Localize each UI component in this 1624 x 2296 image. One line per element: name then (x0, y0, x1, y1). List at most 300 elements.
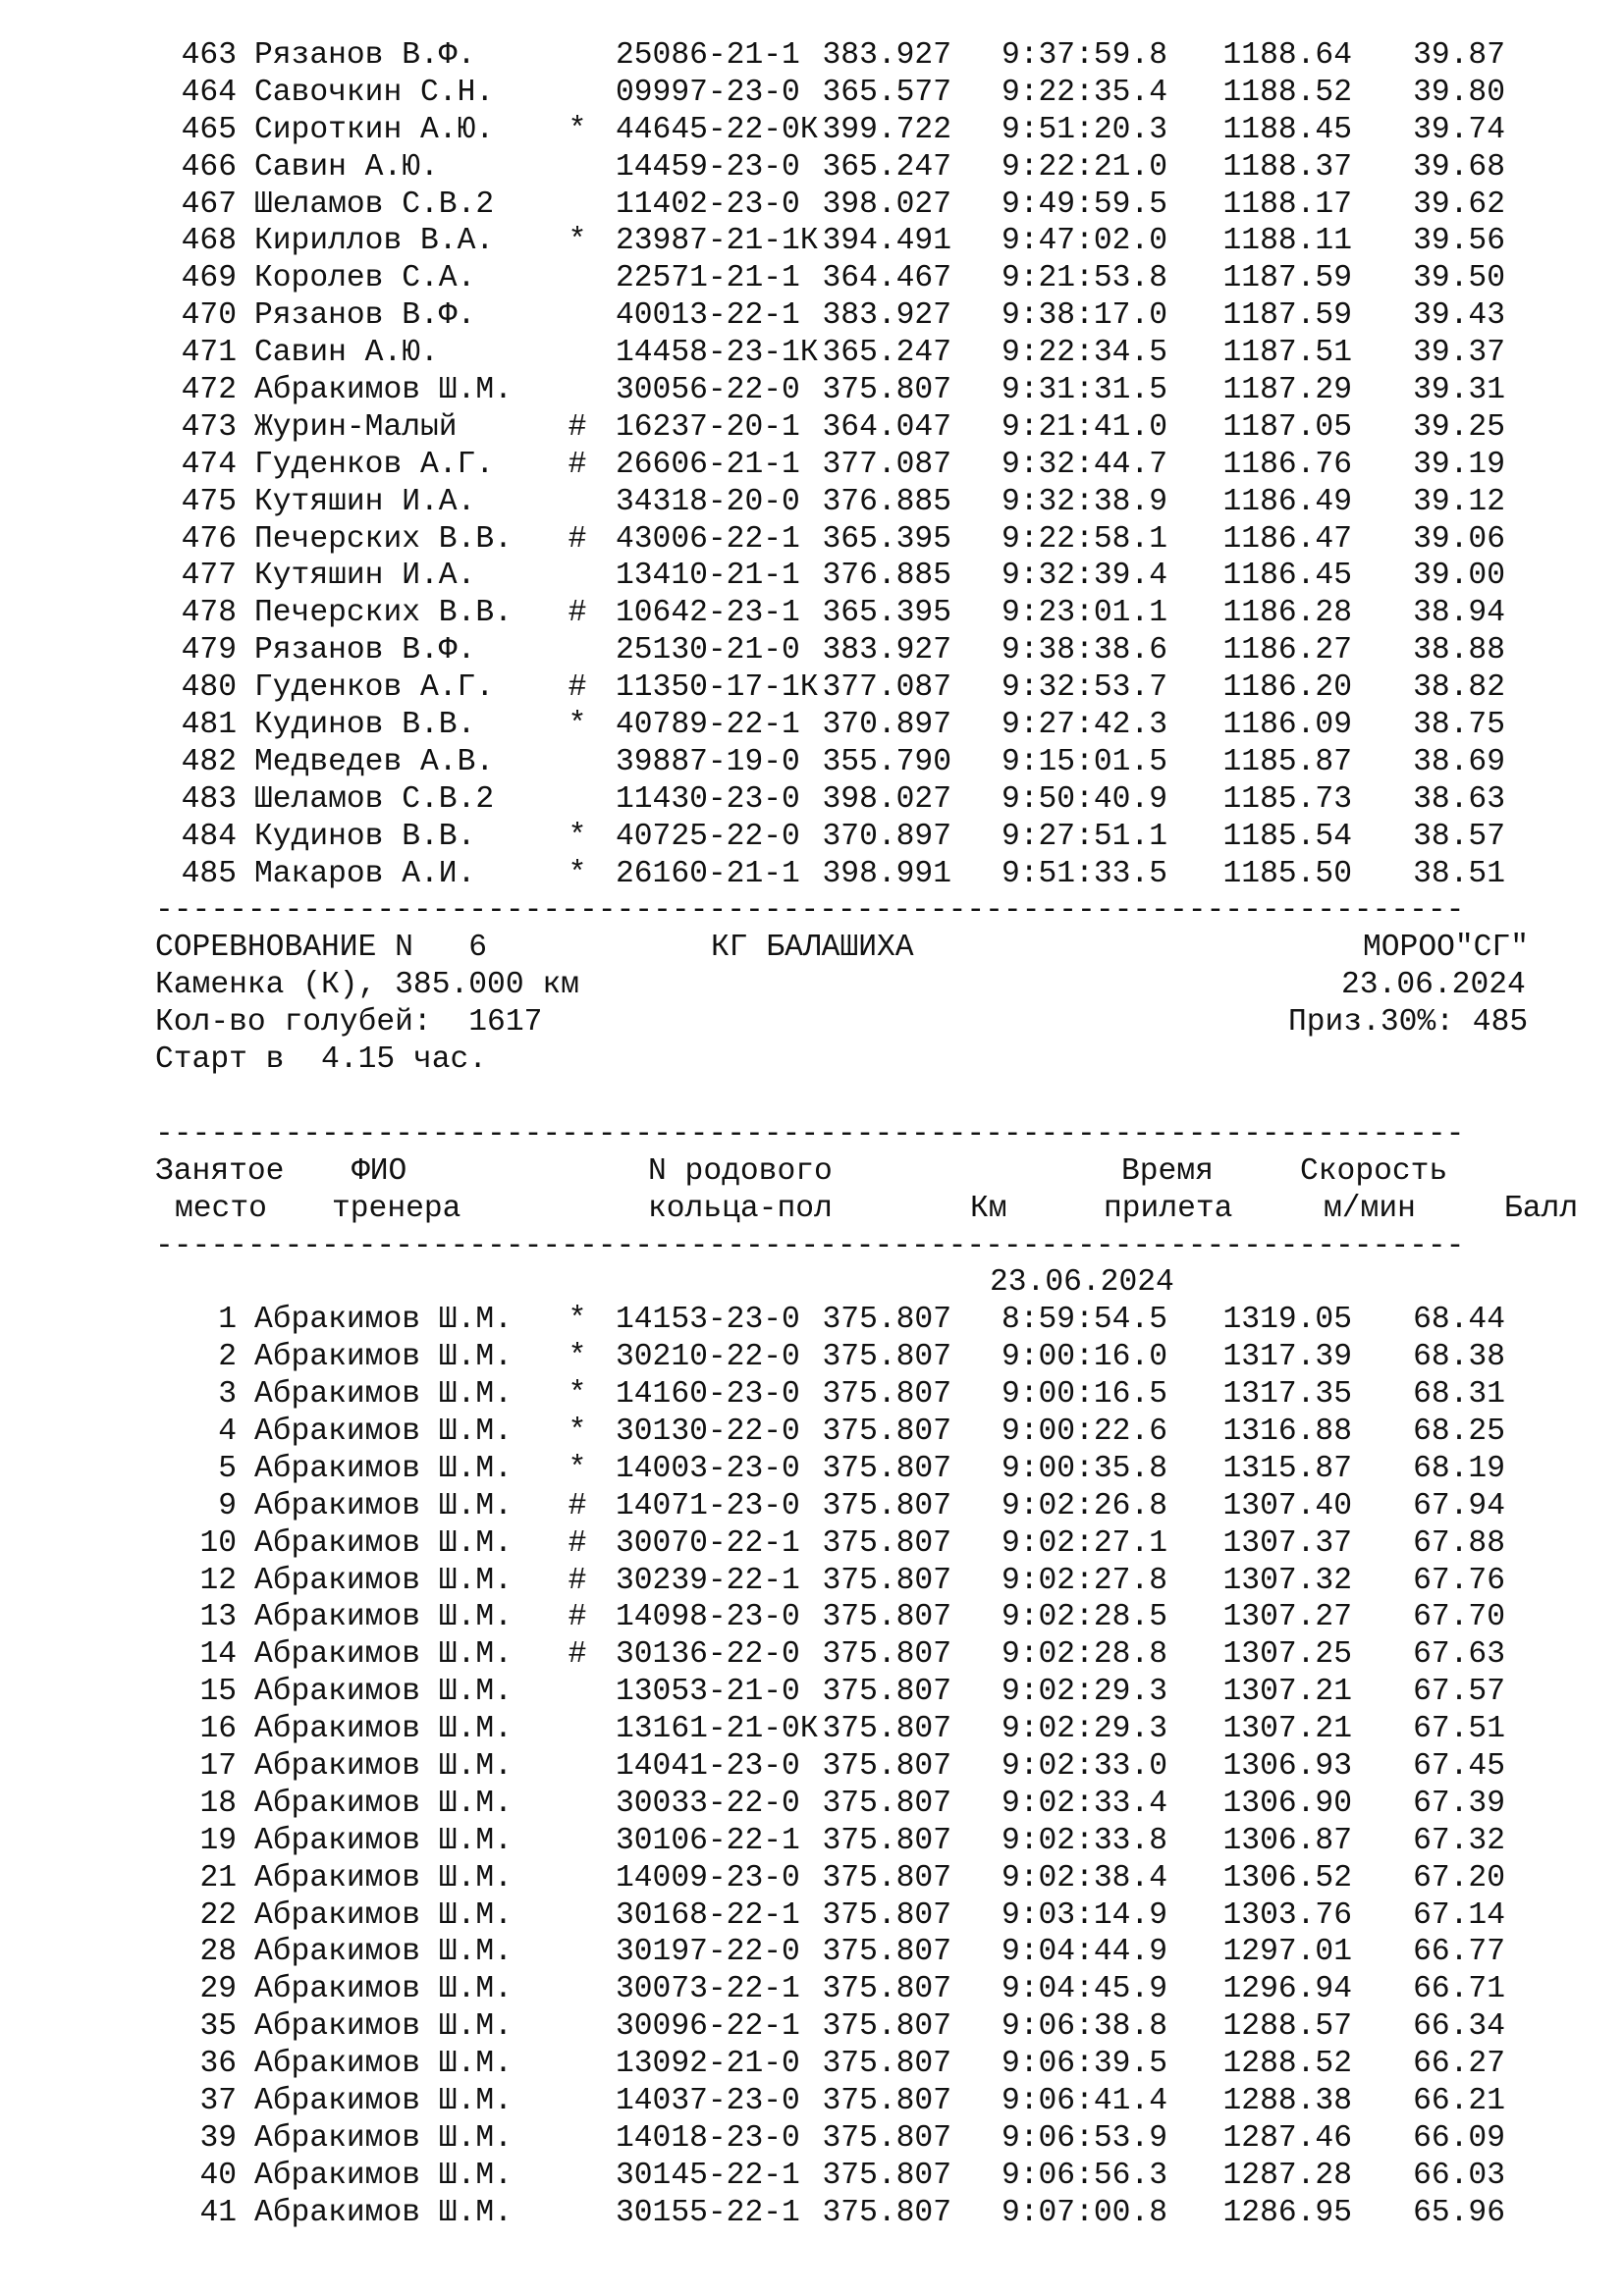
time-cell: 9:00:35.8 (1001, 1451, 1167, 1486)
name-cell: Абракимов Ш.М. (254, 2047, 513, 2082)
km-cell: 365.577 (822, 75, 951, 110)
time-cell: 9:02:29.3 (1001, 1712, 1167, 1747)
bottom-results-table (155, 1302, 1589, 2231)
ring-cell: 26606-21-1 (616, 447, 800, 482)
km-cell: 375.807 (822, 2083, 951, 2118)
points-cell: 67.57 (1413, 1675, 1505, 1710)
time-cell: 9:31:31.5 (1001, 373, 1167, 408)
km-cell: 375.807 (822, 1897, 951, 1933)
ring-cell: 14009-23-0 (616, 1860, 800, 1896)
place-cell: 466 (181, 149, 237, 185)
speed-cell: 1185.73 (1222, 781, 1352, 817)
time-cell: 9:22:58.1 (1001, 521, 1167, 557)
points-cell: 39.25 (1413, 409, 1505, 445)
table-row (155, 1674, 1589, 1711)
mark-cell: # (568, 1563, 587, 1598)
name-cell: Абракимов Ш.М. (254, 1972, 513, 2007)
km-cell: 375.807 (822, 1451, 951, 1486)
time-cell: 9:38:38.6 (1001, 633, 1167, 668)
place-cell: 14 (199, 1637, 237, 1673)
ring-cell: 26160-21-1 (616, 856, 800, 891)
time-cell: 9:02:28.5 (1001, 1600, 1167, 1635)
table-row (155, 484, 1589, 521)
ring-cell: 40013-22-1 (616, 298, 800, 334)
ring-cell: 14037-23-0 (616, 2083, 800, 2118)
ring-cell: 34318-20-0 (616, 484, 800, 519)
table-row (155, 1934, 1589, 1971)
points-cell: 67.45 (1413, 1748, 1505, 1784)
place-cell: 35 (199, 2009, 237, 2045)
speed-cell: 1297.01 (1222, 1935, 1352, 1970)
table-row (155, 744, 1589, 781)
km-cell: 364.047 (822, 409, 951, 445)
km-cell: 377.087 (822, 670, 951, 706)
mark-cell: # (568, 521, 587, 557)
name-cell: Савин А.Ю. (254, 336, 439, 371)
points-cell: 38.94 (1413, 596, 1505, 631)
speed-cell: 1188.11 (1222, 224, 1352, 259)
name-cell: Савин А.Ю. (254, 149, 439, 185)
time-cell: 9:02:26.8 (1001, 1488, 1167, 1523)
col-time-label: Время (1121, 1153, 1214, 1189)
speed-cell: 1286.95 (1222, 2195, 1352, 2230)
mark-cell: # (568, 409, 587, 445)
time-cell: 9:22:35.4 (1001, 75, 1167, 110)
km-cell: 376.885 (822, 484, 951, 519)
km-cell: 375.807 (822, 1823, 951, 1858)
time-cell: 9:02:29.3 (1001, 1675, 1167, 1710)
ring-cell: 14459-23-0 (616, 149, 800, 185)
km-cell: 365.395 (822, 521, 951, 557)
mark-cell: # (568, 670, 587, 706)
mark-cell: * (568, 112, 587, 147)
time-cell: 9:32:38.9 (1001, 484, 1167, 519)
table-row (155, 1339, 1589, 1376)
speed-cell: 1303.76 (1222, 1897, 1352, 1933)
points-cell: 39.19 (1413, 447, 1505, 482)
place-cell: 465 (181, 112, 237, 147)
points-cell: 68.31 (1413, 1377, 1505, 1413)
table-row (155, 223, 1589, 260)
speed-cell: 1185.87 (1222, 744, 1352, 779)
points-cell: 67.39 (1413, 1786, 1505, 1821)
name-cell: Савочкин С.Н. (254, 75, 495, 110)
results-date: 23.06.2024 (990, 1265, 1174, 1301)
points-cell: 38.75 (1413, 708, 1505, 743)
place-cell: 467 (181, 187, 237, 222)
points-cell: 39.12 (1413, 484, 1505, 519)
name-cell: Сироткин А.Ю. (254, 112, 495, 147)
mark-cell: * (568, 1414, 587, 1449)
place-cell: 476 (181, 521, 237, 557)
km-cell: 370.897 (822, 708, 951, 743)
ring-cell: 13410-21-1 (616, 559, 800, 594)
place-cell: 478 (181, 596, 237, 631)
place-cell: 464 (181, 75, 237, 110)
points-cell: 67.94 (1413, 1488, 1505, 1523)
time-cell: 9:15:01.5 (1001, 744, 1167, 779)
place-cell: 485 (181, 856, 237, 891)
table-row (155, 2120, 1589, 2158)
mark-cell: # (568, 1488, 587, 1523)
table-row (155, 2046, 1589, 2083)
place-cell: 40 (199, 2158, 237, 2193)
ring-cell: 40725-22-0 (616, 819, 800, 854)
ring-cell: 30168-22-1 (616, 1897, 800, 1933)
points-cell: 66.03 (1413, 2158, 1505, 2193)
points-cell: 67.70 (1413, 1600, 1505, 1635)
pigeon-count: Кол-во голубей: 1617 (155, 1005, 543, 1041)
points-cell: 67.14 (1413, 1897, 1505, 1933)
time-cell: 9:07:00.8 (1001, 2195, 1167, 2230)
ring-cell: 11350-17-1К (616, 670, 819, 706)
ring-cell: 16237-20-1 (616, 409, 800, 445)
name-cell: Абракимов Ш.М. (254, 373, 513, 408)
speed-cell: 1307.40 (1222, 1488, 1352, 1523)
name-cell: Абракимов Ш.М. (254, 1451, 513, 1486)
table-row (155, 2083, 1589, 2120)
km-cell: 375.807 (822, 1414, 951, 1449)
place-cell: 481 (181, 708, 237, 743)
table-row (155, 1302, 1589, 1339)
points-cell: 39.74 (1413, 112, 1505, 147)
time-cell: 9:21:53.8 (1001, 261, 1167, 296)
time-cell: 9:50:40.9 (1001, 781, 1167, 817)
time-cell: 9:06:38.8 (1001, 2009, 1167, 2045)
speed-cell: 1187.51 (1222, 336, 1352, 371)
time-cell: 9:00:22.6 (1001, 1414, 1167, 1449)
name-cell: Шеламов С.В.2 (254, 187, 495, 222)
km-cell: 383.927 (822, 633, 951, 668)
ring-cell: 39887-19-0 (616, 744, 800, 779)
organization-name: МОРОО"СГ" (1363, 931, 1530, 966)
ring-cell: 30073-22-1 (616, 1972, 800, 2007)
ring-cell: 14153-23-0 (616, 1303, 800, 1338)
ring-cell: 30070-22-1 (616, 1525, 800, 1561)
time-cell: 9:27:42.3 (1001, 708, 1167, 743)
table-row (155, 1414, 1589, 1451)
speed-cell: 1316.88 (1222, 1414, 1352, 1449)
points-cell: 39.62 (1413, 187, 1505, 222)
points-cell: 67.88 (1413, 1525, 1505, 1561)
place-cell: 9 (218, 1488, 237, 1523)
time-cell: 9:04:45.9 (1001, 1972, 1167, 2007)
column-header-row-2 (155, 1191, 1589, 1228)
km-cell: 398.027 (822, 187, 951, 222)
mark-cell: * (568, 1377, 587, 1413)
km-cell: 365.247 (822, 336, 951, 371)
time-cell: 8:59:54.5 (1001, 1303, 1167, 1338)
points-cell: 39.50 (1413, 261, 1505, 296)
table-row (155, 1823, 1589, 1860)
time-cell: 9:06:39.5 (1001, 2047, 1167, 2082)
km-cell: 365.395 (822, 596, 951, 631)
table-row (155, 1563, 1589, 1600)
km-cell: 375.807 (822, 2158, 951, 2193)
speed-cell: 1186.76 (1222, 447, 1352, 482)
time-cell: 9:37:59.8 (1001, 38, 1167, 73)
points-cell: 67.32 (1413, 1823, 1505, 1858)
speed-cell: 1187.05 (1222, 409, 1352, 445)
time-cell: 9:32:39.4 (1001, 559, 1167, 594)
km-cell: 375.807 (822, 1525, 951, 1561)
ring-cell: 22571-21-1 (616, 261, 800, 296)
place-cell: 41 (199, 2195, 237, 2230)
table-row (155, 187, 1589, 224)
points-cell: 39.68 (1413, 149, 1505, 185)
place-cell: 21 (199, 1860, 237, 1896)
place-cell: 36 (199, 2047, 237, 2082)
place-cell: 3 (218, 1377, 237, 1413)
table-row (155, 112, 1589, 149)
ring-cell: 14071-23-0 (616, 1488, 800, 1523)
name-cell: Абракимов Ш.М. (254, 1340, 513, 1375)
table-row (155, 1711, 1589, 1748)
points-cell: 38.51 (1413, 856, 1505, 891)
col-place-label-2: место (175, 1191, 267, 1226)
place-cell: 18 (199, 1786, 237, 1821)
km-cell: 375.807 (822, 1972, 951, 2007)
place-cell: 39 (199, 2120, 237, 2156)
name-cell: Кудинов В.В. (254, 708, 476, 743)
table-row (155, 447, 1589, 484)
name-cell: Абракимов Ш.М. (254, 1712, 513, 1747)
km-cell: 375.807 (822, 2195, 951, 2230)
column-header-row-1 (155, 1153, 1589, 1191)
name-cell: Абракимов Ш.М. (254, 1377, 513, 1413)
points-cell: 67.20 (1413, 1860, 1505, 1896)
separator-line: ----------------------------------------------------------------------- (155, 1228, 1465, 1263)
speed-cell: 1307.27 (1222, 1600, 1352, 1635)
ring-cell: 30056-22-0 (616, 373, 800, 408)
time-cell: 9:27:51.1 (1001, 819, 1167, 854)
speed-cell: 1188.17 (1222, 187, 1352, 222)
km-cell: 383.927 (822, 298, 951, 334)
col-speed-label: Скорость (1300, 1153, 1448, 1189)
km-cell: 377.087 (822, 447, 951, 482)
km-cell: 370.897 (822, 819, 951, 854)
table-row (155, 297, 1589, 335)
time-cell: 9:00:16.5 (1001, 1377, 1167, 1413)
points-cell: 66.71 (1413, 1972, 1505, 2007)
place-cell: 2 (218, 1340, 237, 1375)
col-ring-label-2: кольца-пол (648, 1191, 833, 1226)
col-ring-label: N родового (648, 1153, 833, 1189)
speed-cell: 1186.09 (1222, 708, 1352, 743)
speed-cell: 1306.52 (1222, 1860, 1352, 1896)
place-cell: 22 (199, 1897, 237, 1933)
table-row (155, 37, 1589, 75)
ring-cell: 23987-21-1К (616, 224, 819, 259)
table-row (155, 669, 1589, 707)
name-cell: Кириллов В.А. (254, 224, 495, 259)
speed-cell: 1188.52 (1222, 75, 1352, 110)
table-row (155, 2008, 1589, 2046)
table-row (155, 1971, 1589, 2008)
ring-cell: 14458-23-1К (616, 336, 819, 371)
points-cell: 67.63 (1413, 1637, 1505, 1673)
results-document (155, 37, 1589, 2232)
competition-number: СОРЕВНОВАНИЕ N 6 (155, 931, 488, 966)
place-cell: 483 (181, 781, 237, 817)
km-cell: 375.807 (822, 1786, 951, 1821)
mark-cell: * (568, 1340, 587, 1375)
speed-cell: 1307.25 (1222, 1637, 1352, 1673)
km-cell: 375.807 (822, 1748, 951, 1784)
name-cell: Кутяшин И.А. (254, 559, 476, 594)
mark-cell: * (568, 856, 587, 891)
speed-cell: 1185.54 (1222, 819, 1352, 854)
ring-cell: 11430-23-0 (616, 781, 800, 817)
table-row (155, 1488, 1589, 1525)
speed-cell: 1307.37 (1222, 1525, 1352, 1561)
name-cell: Абракимов Ш.М. (254, 1748, 513, 1784)
name-cell: Абракимов Ш.М. (254, 1414, 513, 1449)
place-cell: 473 (181, 409, 237, 445)
name-cell: Абракимов Ш.М. (254, 1897, 513, 1933)
speed-cell: 1186.47 (1222, 521, 1352, 557)
table-row (155, 558, 1589, 595)
name-cell: Абракимов Ш.М. (254, 2120, 513, 2156)
time-cell: 9:03:14.9 (1001, 1897, 1167, 1933)
speed-cell: 1307.21 (1222, 1675, 1352, 1710)
km-cell: 375.807 (822, 1860, 951, 1896)
name-cell: Гуденков А.Г. (254, 447, 495, 482)
club-name: КГ БАЛАШИХА (711, 931, 914, 966)
time-cell: 9:51:33.5 (1001, 856, 1167, 891)
mark-cell: # (568, 1600, 587, 1635)
name-cell: Абракимов Ш.М. (254, 1675, 513, 1710)
place-cell: 17 (199, 1748, 237, 1784)
place-cell: 4 (218, 1414, 237, 1449)
col-place-label: Занятое (155, 1153, 285, 1189)
speed-cell: 1287.46 (1222, 2120, 1352, 2156)
speed-cell: 1288.57 (1222, 2009, 1352, 2045)
speed-cell: 1187.29 (1222, 373, 1352, 408)
col-name-label: ФИО (352, 1153, 407, 1189)
table-row (155, 1525, 1589, 1563)
place-cell: 12 (199, 1563, 237, 1598)
ring-cell: 14003-23-0 (616, 1451, 800, 1486)
name-cell: Рязанов В.Ф. (254, 38, 476, 73)
place-cell: 13 (199, 1600, 237, 1635)
points-cell: 39.43 (1413, 298, 1505, 334)
prize-info: Приз.30%: 485 (1288, 1005, 1529, 1041)
time-cell: 9:02:33.8 (1001, 1823, 1167, 1858)
header-row-4 (155, 1041, 1589, 1079)
ring-cell: 14160-23-0 (616, 1377, 800, 1413)
separator-line: ----------------------------------------------------------------------- (155, 1116, 1465, 1151)
col-points-label: Балл (1504, 1191, 1579, 1226)
points-cell: 38.63 (1413, 781, 1505, 817)
place-cell: 472 (181, 373, 237, 408)
time-cell: 9:38:17.0 (1001, 298, 1167, 334)
ring-cell: 30136-22-0 (616, 1637, 800, 1673)
name-cell: Шеламов С.В.2 (254, 781, 495, 817)
time-cell: 9:22:21.0 (1001, 149, 1167, 185)
points-cell: 66.77 (1413, 1935, 1505, 1970)
ring-cell: 14098-23-0 (616, 1600, 800, 1635)
ring-cell: 30239-22-1 (616, 1563, 800, 1598)
points-cell: 66.27 (1413, 2047, 1505, 2082)
place-cell: 1 (218, 1303, 237, 1338)
points-cell: 68.25 (1413, 1414, 1505, 1449)
speed-cell: 1188.37 (1222, 149, 1352, 185)
table-row (155, 595, 1589, 632)
mark-cell: * (568, 1451, 587, 1486)
points-cell: 68.44 (1413, 1303, 1505, 1338)
speed-cell: 1306.93 (1222, 1748, 1352, 1784)
ring-cell: 11402-23-0 (616, 187, 800, 222)
mark-cell: # (568, 596, 587, 631)
km-cell: 375.807 (822, 1712, 951, 1747)
name-cell: Журин-Малый (254, 409, 458, 445)
name-cell: Печерских В.В. (254, 596, 513, 631)
place-cell: 15 (199, 1675, 237, 1710)
time-cell: 9:32:53.7 (1001, 670, 1167, 706)
km-cell: 383.927 (822, 38, 951, 73)
km-cell: 375.807 (822, 1563, 951, 1598)
km-cell: 375.807 (822, 2009, 951, 2045)
name-cell: Абракимов Ш.М. (254, 2158, 513, 2193)
points-cell: 66.34 (1413, 2009, 1505, 2045)
name-cell: Абракимов Ш.М. (254, 1860, 513, 1896)
ring-cell: 40789-22-1 (616, 708, 800, 743)
time-cell: 9:02:33.4 (1001, 1786, 1167, 1821)
km-cell: 399.722 (822, 112, 951, 147)
place-cell: 5 (218, 1451, 237, 1486)
time-cell: 9:06:41.4 (1001, 2083, 1167, 2118)
speed-cell: 1186.28 (1222, 596, 1352, 631)
speed-cell: 1186.49 (1222, 484, 1352, 519)
speed-cell: 1307.21 (1222, 1712, 1352, 1747)
mark-cell: # (568, 1525, 587, 1561)
name-cell: Рязанов В.Ф. (254, 298, 476, 334)
place-cell: 482 (181, 744, 237, 779)
speed-cell: 1186.27 (1222, 633, 1352, 668)
place-cell: 480 (181, 670, 237, 706)
time-cell: 9:04:44.9 (1001, 1935, 1167, 1970)
place-cell: 484 (181, 819, 237, 854)
table-row (155, 1636, 1589, 1674)
km-cell: 398.027 (822, 781, 951, 817)
time-cell: 9:02:28.8 (1001, 1637, 1167, 1673)
ring-cell: 30130-22-0 (616, 1414, 800, 1449)
speed-cell: 1187.59 (1222, 261, 1352, 296)
name-cell: Королев С.А. (254, 261, 476, 296)
time-cell: 9:02:27.1 (1001, 1525, 1167, 1561)
speed-cell: 1186.45 (1222, 559, 1352, 594)
name-cell: Абракимов Ш.М. (254, 1823, 513, 1858)
points-cell: 68.38 (1413, 1340, 1505, 1375)
ring-cell: 14018-23-0 (616, 2120, 800, 2156)
mark-cell: * (568, 819, 587, 854)
mark-cell: * (568, 708, 587, 743)
time-cell: 9:22:34.5 (1001, 336, 1167, 371)
ring-cell: 44645-22-0К (616, 112, 819, 147)
name-cell: Абракимов Ш.М. (254, 2083, 513, 2118)
time-cell: 9:06:53.9 (1001, 2120, 1167, 2156)
name-cell: Абракимов Ш.М. (254, 1563, 513, 1598)
place-cell: 479 (181, 633, 237, 668)
table-row (155, 1451, 1589, 1488)
points-cell: 66.21 (1413, 2083, 1505, 2118)
speed-cell: 1306.87 (1222, 1823, 1352, 1858)
place-cell: 471 (181, 336, 237, 371)
speed-cell: 1306.90 (1222, 1786, 1352, 1821)
place-cell: 477 (181, 559, 237, 594)
table-row (155, 856, 1589, 893)
